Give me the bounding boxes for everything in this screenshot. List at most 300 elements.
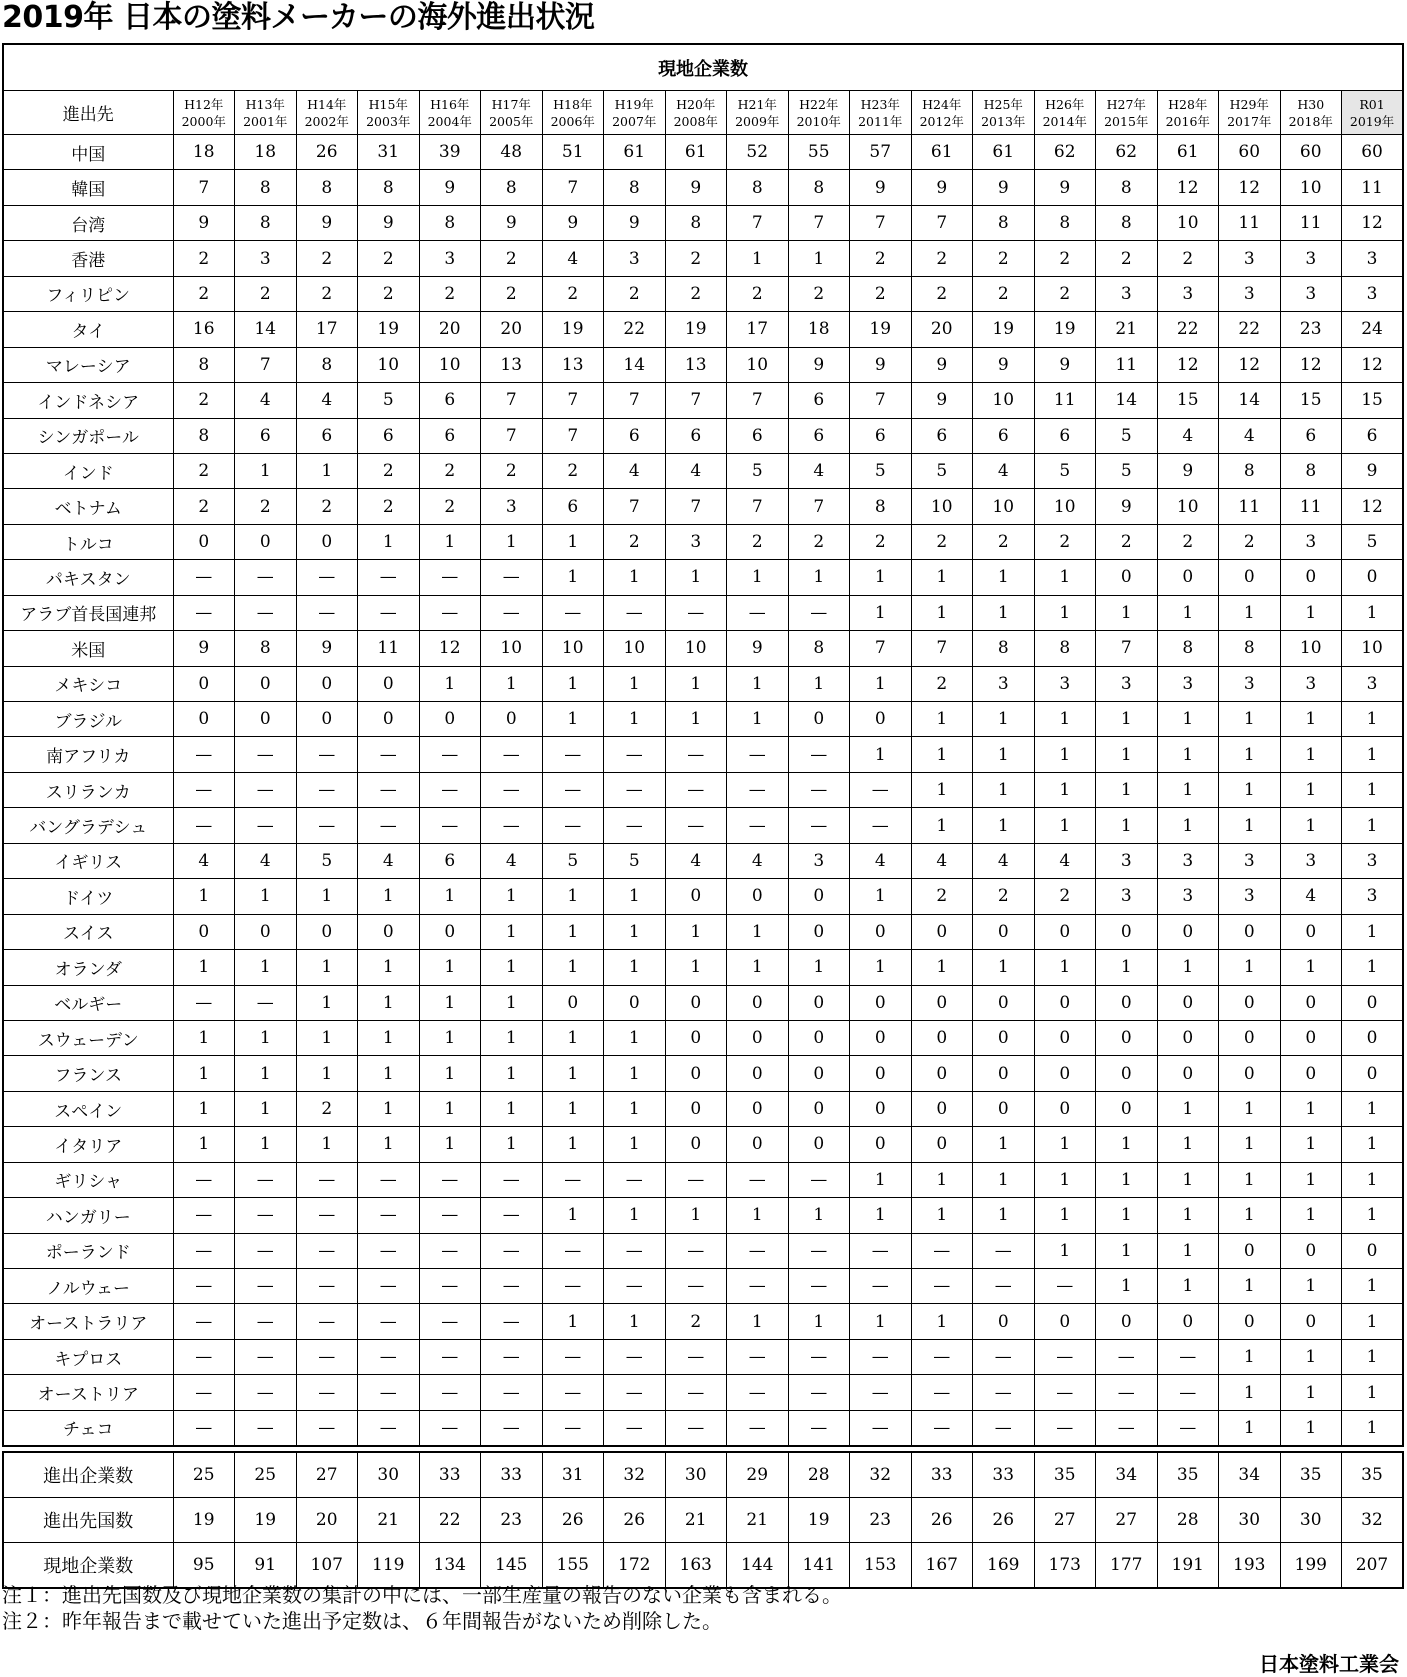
value-cell: 1 xyxy=(911,950,973,985)
value-cell: 0 xyxy=(1219,1056,1281,1091)
value-cell: — xyxy=(1157,1410,1219,1446)
value-cell: 4 xyxy=(542,241,604,276)
value-cell: 11 xyxy=(1219,489,1281,524)
value-cell: 1 xyxy=(1219,808,1281,843)
value-cell: 6 xyxy=(1034,418,1096,453)
value-cell: 1 xyxy=(481,914,543,949)
value-cell: 1 xyxy=(973,1162,1035,1197)
row-label: 香港 xyxy=(3,241,173,276)
value-cell: 1 xyxy=(1157,1127,1219,1162)
value-cell: 1 xyxy=(1280,1198,1342,1233)
value-cell: — xyxy=(419,1198,481,1233)
table-row xyxy=(3,170,1403,205)
value-cell: 3 xyxy=(419,241,481,276)
year-header xyxy=(1219,91,1281,135)
value-cell: 95 xyxy=(173,1543,235,1589)
value-cell: 193 xyxy=(1219,1543,1281,1589)
value-cell: 3 xyxy=(1157,276,1219,311)
row-label: 中国 xyxy=(3,135,173,170)
value-cell: 3 xyxy=(665,524,727,559)
value-cell: 1 xyxy=(973,595,1035,630)
value-cell: 0 xyxy=(1280,1056,1342,1091)
value-cell: 21 xyxy=(358,1498,420,1543)
value-cell: 7 xyxy=(788,205,850,240)
value-cell: 9 xyxy=(1342,453,1404,488)
value-cell: 12 xyxy=(1342,489,1404,524)
value-cell: 0 xyxy=(235,524,297,559)
western-year: 2016年 xyxy=(1165,113,1210,129)
value-cell: 0 xyxy=(1157,1304,1219,1339)
value-cell: 25 xyxy=(235,1452,297,1498)
western-year: 2005年 xyxy=(489,113,534,129)
value-cell: 2 xyxy=(1219,524,1281,559)
value-cell: 8 xyxy=(1219,453,1281,488)
value-cell: — xyxy=(665,1162,727,1197)
value-cell: — xyxy=(419,560,481,595)
value-cell: 27 xyxy=(1034,1498,1096,1543)
western-year: 2003年 xyxy=(366,113,411,129)
value-cell: — xyxy=(1096,1410,1158,1446)
value-cell: 0 xyxy=(850,702,912,737)
totals-table xyxy=(2,1451,1404,1589)
value-cell: 15 xyxy=(1280,383,1342,418)
value-cell: 3 xyxy=(235,241,297,276)
value-cell: 3 xyxy=(1219,843,1281,878)
value-cell: — xyxy=(911,1410,973,1446)
value-cell: — xyxy=(911,1339,973,1374)
value-cell: 8 xyxy=(1219,631,1281,666)
value-cell: 1 xyxy=(604,1127,666,1162)
value-cell: 0 xyxy=(235,914,297,949)
value-cell: — xyxy=(235,1375,297,1410)
value-cell: 27 xyxy=(296,1452,358,1498)
value-cell: 0 xyxy=(911,914,973,949)
value-cell: — xyxy=(850,1233,912,1268)
value-cell: — xyxy=(604,595,666,630)
value-cell: 1 xyxy=(1034,1162,1096,1197)
value-cell: — xyxy=(481,1269,543,1304)
value-cell: 0 xyxy=(1157,914,1219,949)
value-cell: — xyxy=(1096,1339,1158,1374)
value-cell: 1 xyxy=(604,1056,666,1091)
value-cell: 6 xyxy=(358,418,420,453)
value-cell: 0 xyxy=(665,1091,727,1126)
value-cell: — xyxy=(173,772,235,807)
western-year: 2019年 xyxy=(1349,113,1395,129)
value-cell: — xyxy=(727,1375,789,1410)
value-cell: 1 xyxy=(235,1127,297,1162)
value-cell: 10 xyxy=(1034,489,1096,524)
value-cell: 1 xyxy=(358,985,420,1020)
value-cell: 1 xyxy=(481,985,543,1020)
value-cell: 1 xyxy=(542,524,604,559)
value-cell: — xyxy=(296,808,358,843)
value-cell: 12 xyxy=(1219,347,1281,382)
value-cell: 1 xyxy=(235,879,297,914)
value-cell: 4 xyxy=(665,453,727,488)
value-cell: 18 xyxy=(788,312,850,347)
era-year: H27年 xyxy=(1106,96,1146,112)
value-cell: 1 xyxy=(173,1020,235,1055)
era-year: H17年 xyxy=(491,96,531,112)
era-year: H15年 xyxy=(368,96,408,112)
value-cell: 2 xyxy=(358,453,420,488)
value-cell: 31 xyxy=(358,135,420,170)
value-cell: 0 xyxy=(1096,560,1158,595)
value-cell: 0 xyxy=(358,914,420,949)
table-row xyxy=(3,1056,1403,1091)
value-cell: 1 xyxy=(1034,950,1096,985)
value-cell: 2 xyxy=(604,524,666,559)
value-cell: 2 xyxy=(911,666,973,701)
table-row xyxy=(3,524,1403,559)
value-cell: — xyxy=(727,1339,789,1374)
value-cell: — xyxy=(850,808,912,843)
value-cell: 1 xyxy=(1342,1091,1404,1126)
table-row xyxy=(3,276,1403,311)
value-cell: 14 xyxy=(1219,383,1281,418)
year-header xyxy=(358,91,420,135)
value-cell: 1 xyxy=(1280,808,1342,843)
value-cell: 10 xyxy=(481,631,543,666)
value-cell: 0 xyxy=(1096,1091,1158,1126)
value-cell: 1 xyxy=(542,1304,604,1339)
value-cell: 2 xyxy=(727,524,789,559)
value-cell: — xyxy=(296,1304,358,1339)
value-cell: — xyxy=(604,1233,666,1268)
value-cell: 7 xyxy=(542,170,604,205)
value-cell: 7 xyxy=(727,383,789,418)
value-cell: 1 xyxy=(604,1091,666,1126)
value-cell: 2 xyxy=(665,1304,727,1339)
value-cell: 9 xyxy=(1034,170,1096,205)
value-cell: 4 xyxy=(296,383,358,418)
value-cell: 21 xyxy=(665,1498,727,1543)
row-label: チェコ xyxy=(3,1410,173,1446)
table-row xyxy=(3,1233,1403,1268)
value-cell: 1 xyxy=(235,453,297,488)
value-cell: 1 xyxy=(542,879,604,914)
row-label: フランス xyxy=(3,1056,173,1091)
value-cell: 0 xyxy=(1034,1091,1096,1126)
value-cell: 1 xyxy=(1280,1339,1342,1374)
value-cell: — xyxy=(358,1162,420,1197)
value-cell: 20 xyxy=(296,1498,358,1543)
value-cell: — xyxy=(296,1410,358,1446)
row-label: ドイツ xyxy=(3,879,173,914)
value-cell: — xyxy=(419,1375,481,1410)
value-cell: 19 xyxy=(235,1498,297,1543)
value-cell: — xyxy=(235,1304,297,1339)
value-cell: 12 xyxy=(1342,347,1404,382)
value-cell: 9 xyxy=(296,631,358,666)
value-cell: — xyxy=(788,737,850,772)
value-cell: 2 xyxy=(419,453,481,488)
value-cell: — xyxy=(1034,1269,1096,1304)
value-cell: 1 xyxy=(727,950,789,985)
table-row xyxy=(3,1198,1403,1233)
value-cell: 7 xyxy=(850,205,912,240)
table-row xyxy=(3,1339,1403,1374)
value-cell: 20 xyxy=(911,312,973,347)
value-cell: 0 xyxy=(850,1056,912,1091)
note-1: 注１：進出先国数及び現地企業数の集計の中には、一部生産量の報告のない企業も含まれる。 xyxy=(2,1583,842,1607)
value-cell: 1 xyxy=(850,1162,912,1197)
value-cell: 1 xyxy=(973,772,1035,807)
value-cell: 7 xyxy=(604,489,666,524)
value-cell: 153 xyxy=(850,1543,912,1589)
value-cell: 2 xyxy=(481,276,543,311)
value-cell: 8 xyxy=(850,489,912,524)
value-cell: — xyxy=(850,1375,912,1410)
value-cell: 1 xyxy=(1219,772,1281,807)
value-cell: 3 xyxy=(1157,879,1219,914)
row-label: ブラジル xyxy=(3,702,173,737)
year-header xyxy=(604,91,666,135)
value-cell: 173 xyxy=(1034,1543,1096,1589)
value-cell: 2 xyxy=(973,524,1035,559)
value-cell: 2 xyxy=(1157,241,1219,276)
value-cell: — xyxy=(604,737,666,772)
value-cell: 0 xyxy=(665,1020,727,1055)
value-cell: 1 xyxy=(235,1056,297,1091)
value-cell: 1 xyxy=(1157,1198,1219,1233)
value-cell: 0 xyxy=(1280,985,1342,1020)
table-row xyxy=(3,1020,1403,1055)
value-cell: 2 xyxy=(1034,524,1096,559)
value-cell: 0 xyxy=(173,914,235,949)
value-cell: 2 xyxy=(481,241,543,276)
table-row xyxy=(3,595,1403,630)
value-cell: 8 xyxy=(604,170,666,205)
value-cell: 62 xyxy=(1096,135,1158,170)
value-cell: — xyxy=(727,595,789,630)
era-year: H30 xyxy=(1297,96,1325,112)
value-cell: 3 xyxy=(1219,879,1281,914)
value-cell: 9 xyxy=(727,631,789,666)
value-cell: 0 xyxy=(173,524,235,559)
value-cell: 6 xyxy=(419,418,481,453)
value-cell: 0 xyxy=(1157,1020,1219,1055)
row-label: スペイン xyxy=(3,1091,173,1126)
western-year: 2012年 xyxy=(919,113,964,129)
value-cell: 1 xyxy=(481,524,543,559)
value-cell: 5 xyxy=(358,383,420,418)
value-cell: 1 xyxy=(1219,1339,1281,1374)
value-cell: — xyxy=(481,772,543,807)
table-row xyxy=(3,772,1403,807)
table-row xyxy=(3,1162,1403,1197)
value-cell: 8 xyxy=(1034,205,1096,240)
row-label: イギリス xyxy=(3,843,173,878)
value-cell: 31 xyxy=(542,1452,604,1498)
value-cell: 7 xyxy=(727,489,789,524)
western-year: 2014年 xyxy=(1042,113,1087,129)
value-cell: 3 xyxy=(1096,276,1158,311)
value-cell: 8 xyxy=(173,347,235,382)
row-label: メキシコ xyxy=(3,666,173,701)
value-cell: — xyxy=(481,1162,543,1197)
value-cell: 3 xyxy=(1280,524,1342,559)
value-cell: — xyxy=(173,1410,235,1446)
value-cell: 33 xyxy=(911,1452,973,1498)
value-cell: 0 xyxy=(1342,1020,1404,1055)
value-cell: 1 xyxy=(1219,1269,1281,1304)
value-cell: — xyxy=(850,1339,912,1374)
value-cell: 11 xyxy=(1034,383,1096,418)
value-cell: 3 xyxy=(788,843,850,878)
value-cell: 0 xyxy=(1280,560,1342,595)
value-cell: 4 xyxy=(850,843,912,878)
value-cell: 0 xyxy=(542,985,604,1020)
value-cell: 22 xyxy=(1219,312,1281,347)
value-cell: — xyxy=(296,595,358,630)
value-cell: 1 xyxy=(173,1056,235,1091)
value-cell: 0 xyxy=(296,914,358,949)
value-cell: 4 xyxy=(173,843,235,878)
value-cell: — xyxy=(235,772,297,807)
value-cell: 60 xyxy=(1342,135,1404,170)
value-cell: 1 xyxy=(973,808,1035,843)
value-cell: 1 xyxy=(727,241,789,276)
value-cell: 1 xyxy=(1157,702,1219,737)
era-year: H16年 xyxy=(430,96,470,112)
value-cell: 0 xyxy=(481,702,543,737)
value-cell: 1 xyxy=(911,1162,973,1197)
value-cell: 1 xyxy=(788,560,850,595)
value-cell: 8 xyxy=(973,205,1035,240)
row-label: オーストラリア xyxy=(3,1304,173,1339)
value-cell: 21 xyxy=(727,1498,789,1543)
value-cell: 8 xyxy=(1157,631,1219,666)
value-cell: 1 xyxy=(1157,737,1219,772)
value-cell: 11 xyxy=(1342,170,1404,205)
page-title: 2019年 日本の塗料メーカーの海外進出状況 xyxy=(2,0,595,35)
value-cell: 1 xyxy=(850,595,912,630)
value-cell: 3 xyxy=(1096,666,1158,701)
value-cell: 163 xyxy=(665,1543,727,1589)
value-cell: 0 xyxy=(173,666,235,701)
value-cell: 2 xyxy=(788,276,850,311)
value-cell: 1 xyxy=(1096,702,1158,737)
value-cell: 5 xyxy=(1342,524,1404,559)
value-cell: — xyxy=(665,1410,727,1446)
value-cell: 8 xyxy=(788,631,850,666)
value-cell: 1 xyxy=(1157,772,1219,807)
value-cell: 3 xyxy=(1280,241,1342,276)
value-cell: — xyxy=(358,1269,420,1304)
value-cell: 3 xyxy=(1219,666,1281,701)
value-cell: — xyxy=(665,808,727,843)
value-cell: — xyxy=(358,560,420,595)
value-cell: 1 xyxy=(358,1091,420,1126)
value-cell: 4 xyxy=(481,843,543,878)
table-row xyxy=(3,985,1403,1020)
table-row xyxy=(3,453,1403,488)
western-year: 2010年 xyxy=(796,113,841,129)
value-cell: 8 xyxy=(973,631,1035,666)
value-cell: — xyxy=(788,1269,850,1304)
value-cell: 4 xyxy=(665,843,727,878)
value-cell: 19 xyxy=(665,312,727,347)
value-cell: 6 xyxy=(1280,418,1342,453)
value-cell: 1 xyxy=(1342,950,1404,985)
value-cell: 0 xyxy=(1342,560,1404,595)
value-cell: 6 xyxy=(1342,418,1404,453)
row-label: 現地企業数 xyxy=(3,1543,173,1589)
value-cell: 1 xyxy=(419,1020,481,1055)
value-cell: 9 xyxy=(973,170,1035,205)
value-cell: 1 xyxy=(788,1304,850,1339)
value-cell: 199 xyxy=(1280,1543,1342,1589)
value-cell: 1 xyxy=(1219,950,1281,985)
value-cell: — xyxy=(358,1375,420,1410)
value-cell: — xyxy=(481,595,543,630)
era-year: H25年 xyxy=(983,96,1023,112)
value-cell: 8 xyxy=(296,347,358,382)
western-year: 2008年 xyxy=(673,113,718,129)
value-cell: 0 xyxy=(1096,914,1158,949)
value-cell: — xyxy=(850,1410,912,1446)
value-cell: 1 xyxy=(235,950,297,985)
year-header xyxy=(419,91,481,135)
value-cell: — xyxy=(235,808,297,843)
value-cell: 167 xyxy=(911,1543,973,1589)
value-cell: 0 xyxy=(850,914,912,949)
value-cell: 0 xyxy=(911,1020,973,1055)
value-cell: 1 xyxy=(604,1304,666,1339)
table-row xyxy=(3,737,1403,772)
value-cell: — xyxy=(296,1269,358,1304)
era-year: H22年 xyxy=(799,96,839,112)
value-cell: 1 xyxy=(1219,1162,1281,1197)
value-cell: 1 xyxy=(173,950,235,985)
value-cell: — xyxy=(173,985,235,1020)
value-cell: 3 xyxy=(1096,879,1158,914)
value-cell: 0 xyxy=(788,1056,850,1091)
row-label: オランダ xyxy=(3,950,173,985)
value-cell: 1 xyxy=(1034,1127,1096,1162)
value-cell: 10 xyxy=(1280,170,1342,205)
western-year: 2009年 xyxy=(735,113,780,129)
value-cell: — xyxy=(788,772,850,807)
value-cell: 3 xyxy=(1219,241,1281,276)
value-cell: 12 xyxy=(1157,170,1219,205)
table-row xyxy=(3,1410,1403,1446)
value-cell: 1 xyxy=(973,737,1035,772)
value-cell: 4 xyxy=(973,843,1035,878)
value-cell: 2 xyxy=(665,276,727,311)
value-cell: — xyxy=(604,1162,666,1197)
value-cell: 1 xyxy=(1342,1375,1404,1410)
value-cell: — xyxy=(788,595,850,630)
value-cell: 1 xyxy=(1157,1233,1219,1268)
table-row xyxy=(3,135,1403,170)
value-cell: 1 xyxy=(542,950,604,985)
value-cell: — xyxy=(173,595,235,630)
value-cell: 8 xyxy=(235,205,297,240)
value-cell: 14 xyxy=(235,312,297,347)
value-cell: 0 xyxy=(973,1091,1035,1126)
value-cell: 1 xyxy=(1219,1198,1281,1233)
year-header xyxy=(850,91,912,135)
value-cell: 1 xyxy=(1096,1198,1158,1233)
value-cell: — xyxy=(665,595,727,630)
value-cell: 19 xyxy=(358,312,420,347)
value-cell: 34 xyxy=(1219,1452,1281,1498)
value-cell: 7 xyxy=(850,631,912,666)
value-cell: 0 xyxy=(173,702,235,737)
